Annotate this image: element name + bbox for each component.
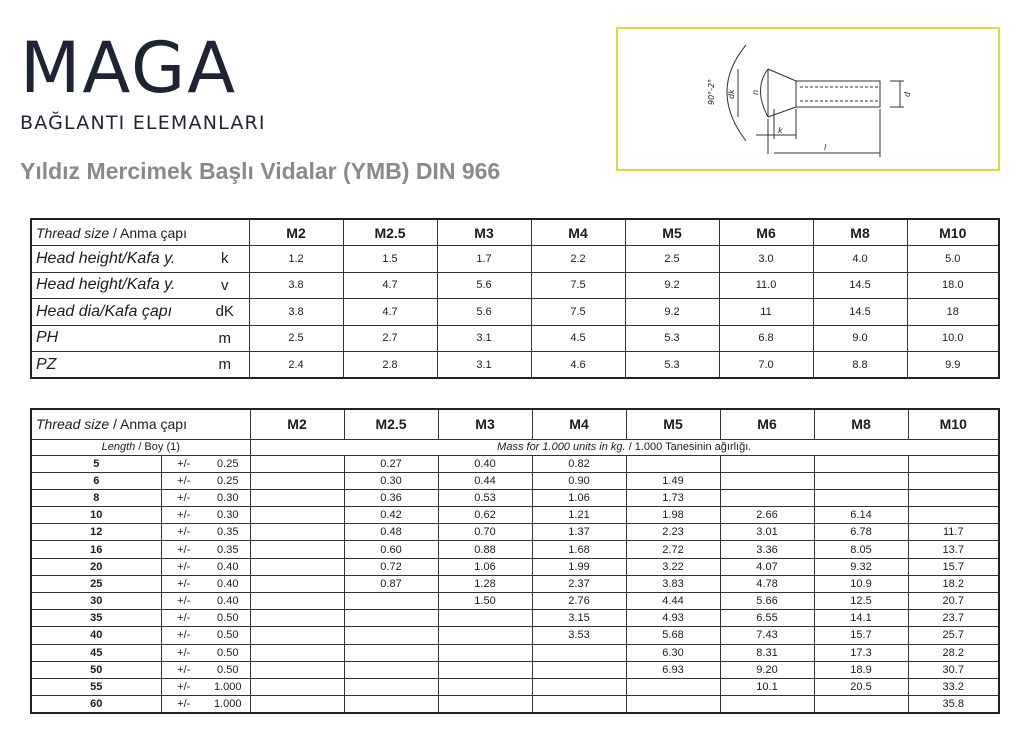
mass-value-cell: 13.7 — [908, 541, 999, 558]
specs-header-label — [31, 219, 249, 246]
tolerance-cell: 1.000 — [206, 678, 250, 695]
mass-value-cell — [250, 524, 344, 541]
specs-value-cell: 5.0 — [907, 246, 999, 273]
tolerance-cell: 0.30 — [206, 489, 250, 506]
length-cell: 8 — [31, 489, 161, 506]
specs-value-cell: 2.5 — [625, 246, 719, 273]
specs-value-cell: 4.0 — [813, 246, 907, 273]
mass-header-en: Thread size — [36, 416, 110, 433]
tolerance-sign-cell: +/- — [161, 489, 206, 506]
mass-value-cell: 3.53 — [532, 627, 626, 644]
mass-value-cell — [438, 696, 532, 713]
mass-size-cell: M3 — [438, 409, 532, 439]
mass-value-cell: 5.68 — [626, 627, 720, 644]
mass-row — [31, 627, 999, 644]
mass-value-cell: 1.06 — [532, 489, 626, 506]
tolerance-cell: 0.35 — [206, 541, 250, 558]
mass-value-cell — [720, 455, 814, 472]
specs-row-label-tr: /Kafa y. — [122, 249, 176, 267]
specs-row-label-tr: /Kafa çapı — [100, 302, 173, 320]
mass-value-cell: 25.7 — [908, 627, 999, 644]
tolerance-cell: 0.50 — [206, 610, 250, 627]
specs-row-label — [31, 272, 201, 299]
mass-value-cell: 18.2 — [908, 575, 999, 592]
length-cell: 10 — [31, 507, 161, 524]
diagram-n-label: n — [751, 89, 760, 95]
mass-value-cell: 33.2 — [908, 678, 999, 695]
specs-row — [31, 272, 999, 299]
tolerance-cell: 0.30 — [206, 507, 250, 524]
mass-value-cell — [344, 610, 438, 627]
mass-caption — [250, 439, 999, 455]
specs-value-cell: 9.2 — [625, 299, 719, 326]
specs-value-cell: 6.8 — [719, 325, 813, 352]
mass-value-cell: 10.1 — [720, 678, 814, 695]
mass-row — [31, 696, 999, 713]
tolerance-sign-cell: +/- — [161, 593, 206, 610]
specs-value-cell: 9.0 — [813, 325, 907, 352]
specs-value-cell: 5.6 — [437, 272, 531, 299]
specs-value-cell: 2.8 — [343, 352, 437, 379]
mass-value-cell — [438, 610, 532, 627]
specs-value-cell: 5.3 — [625, 352, 719, 379]
specs-row — [31, 299, 999, 326]
mass-header-label — [31, 409, 250, 439]
mass-caption-en: Mass for 1.000 units in kg. — [497, 441, 626, 453]
mass-row — [31, 575, 999, 592]
mass-value-cell — [250, 455, 344, 472]
specs-header-tr: / Anma çapı — [109, 224, 187, 241]
specs-value-cell: 3.8 — [249, 272, 343, 299]
brand-name: MAGA — [20, 27, 238, 109]
length-cell: 30 — [31, 593, 161, 610]
mass-value-cell: 2.76 — [532, 593, 626, 610]
mass-value-cell — [250, 627, 344, 644]
tolerance-cell: 0.50 — [206, 627, 250, 644]
mass-value-cell: 20.7 — [908, 593, 999, 610]
tolerance-sign-cell: +/- — [161, 455, 206, 472]
tolerance-cell: 0.50 — [206, 661, 250, 678]
mass-value-cell — [908, 507, 999, 524]
mass-value-cell: 5.66 — [720, 593, 814, 610]
mass-value-cell — [814, 489, 908, 506]
specs-value-cell: 7.5 — [531, 299, 625, 326]
mass-value-cell: 4.93 — [626, 610, 720, 627]
mass-value-cell — [250, 644, 344, 661]
tolerance-sign-cell: +/- — [161, 627, 206, 644]
specs-value-cell: 9.2 — [625, 272, 719, 299]
mass-table — [30, 408, 1000, 714]
tolerance-cell: 0.50 — [206, 644, 250, 661]
mass-value-cell — [438, 678, 532, 695]
mass-value-cell: 0.44 — [438, 472, 532, 489]
specs-header-en: Thread size — [36, 224, 110, 241]
specs-value-cell: 4.7 — [343, 299, 437, 326]
mass-size-cell: M2 — [250, 409, 344, 439]
mass-size-cell: M10 — [908, 409, 999, 439]
specs-row — [31, 325, 999, 352]
tolerance-cell: 0.40 — [206, 593, 250, 610]
specs-size-cell: M6 — [719, 219, 813, 246]
mass-value-cell — [908, 472, 999, 489]
mass-value-cell — [344, 644, 438, 661]
specs-row-symbol: k — [201, 246, 249, 273]
brand-logo — [20, 27, 266, 134]
mass-value-cell — [250, 472, 344, 489]
mass-value-cell: 2.66 — [720, 507, 814, 524]
page-title: Yıldız Mercimek Başlı Vidalar (YMB) DIN 966 — [20, 158, 501, 184]
tolerance-cell: 0.40 — [206, 575, 250, 592]
tolerance-cell: 0.25 — [206, 455, 250, 472]
length-cell: 16 — [31, 541, 161, 558]
specs-row-label — [31, 325, 201, 352]
tolerance-cell: 0.40 — [206, 558, 250, 575]
mass-value-cell — [250, 593, 344, 610]
specs-value-cell: 2.7 — [343, 325, 437, 352]
length-cell: 40 — [31, 627, 161, 644]
mass-value-cell — [250, 507, 344, 524]
specs-value-cell: 4.7 — [343, 272, 437, 299]
tolerance-sign-cell: +/- — [161, 541, 206, 558]
mass-value-cell — [532, 644, 626, 661]
mass-value-cell: 6.14 — [814, 507, 908, 524]
mass-value-cell: 0.40 — [438, 455, 532, 472]
mass-value-cell — [344, 696, 438, 713]
mass-value-cell: 1.68 — [532, 541, 626, 558]
mass-value-cell: 18.9 — [814, 661, 908, 678]
mass-value-cell: 0.62 — [438, 507, 532, 524]
mass-value-cell — [250, 661, 344, 678]
specs-value-cell: 5.6 — [437, 299, 531, 326]
mass-value-cell: 2.23 — [626, 524, 720, 541]
mass-value-cell — [250, 696, 344, 713]
mass-value-cell — [720, 696, 814, 713]
mass-value-cell: 0.36 — [344, 489, 438, 506]
mass-value-cell: 1.98 — [626, 507, 720, 524]
specs-value-cell: 3.1 — [437, 352, 531, 379]
specs-size-cell: M8 — [813, 219, 907, 246]
specs-value-cell: 2.4 — [249, 352, 343, 379]
mass-size-cell: M8 — [814, 409, 908, 439]
mass-value-cell: 6.93 — [626, 661, 720, 678]
specs-size-cell: M5 — [625, 219, 719, 246]
mass-value-cell — [344, 661, 438, 678]
specs-value-cell: 2.2 — [531, 246, 625, 273]
specs-size-cell: M2 — [249, 219, 343, 246]
diagram-k-label: k — [778, 126, 783, 135]
tolerance-sign-cell: +/- — [161, 472, 206, 489]
mass-value-cell: 1.73 — [626, 489, 720, 506]
specs-row-label-tr: /Kafa y. — [122, 276, 176, 294]
mass-value-cell: 3.22 — [626, 558, 720, 575]
specs-value-cell: 14.5 — [813, 299, 907, 326]
mass-value-cell — [438, 644, 532, 661]
specs-value-cell: 10.0 — [907, 325, 999, 352]
mass-value-cell: 23.7 — [908, 610, 999, 627]
mass-value-cell: 20.5 — [814, 678, 908, 695]
mass-value-cell — [250, 541, 344, 558]
mass-size-cell: M6 — [720, 409, 814, 439]
specs-value-cell: 5.3 — [625, 325, 719, 352]
mass-size-cell: M2.5 — [344, 409, 438, 439]
mass-value-cell — [438, 627, 532, 644]
mass-value-cell: 1.49 — [626, 472, 720, 489]
mass-value-cell — [908, 455, 999, 472]
mass-size-cell: M4 — [532, 409, 626, 439]
length-cell: 12 — [31, 524, 161, 541]
mass-row — [31, 661, 999, 678]
tolerance-sign-cell: +/- — [161, 644, 206, 661]
specs-size-cell: M2.5 — [343, 219, 437, 246]
specs-row-symbol: m — [201, 352, 249, 379]
mass-value-cell — [250, 558, 344, 575]
tolerance-cell: 0.35 — [206, 524, 250, 541]
mass-value-cell: 7.43 — [720, 627, 814, 644]
mass-value-cell — [626, 678, 720, 695]
specs-value-cell: 2.5 — [249, 325, 343, 352]
mass-value-cell: 2.72 — [626, 541, 720, 558]
mass-value-cell: 1.50 — [438, 593, 532, 610]
mass-value-cell: 0.90 — [532, 472, 626, 489]
specs-value-cell: 3.8 — [249, 299, 343, 326]
specs-header-row — [31, 219, 999, 246]
specs-row-symbol: v — [201, 272, 249, 299]
mass-value-cell: 17.3 — [814, 644, 908, 661]
specs-row-label-en: PZ — [36, 355, 57, 373]
mass-value-cell — [626, 696, 720, 713]
diagram-d-label: d — [903, 91, 912, 97]
mass-value-cell: 28.2 — [908, 644, 999, 661]
specs-value-cell: 7.0 — [719, 352, 813, 379]
mass-value-cell: 0.72 — [344, 558, 438, 575]
specs-row-label-en: PH — [36, 329, 59, 347]
specs-row-symbol: m — [201, 325, 249, 352]
length-cell: 35 — [31, 610, 161, 627]
length-cell: 6 — [31, 472, 161, 489]
tolerance-sign-cell: +/- — [161, 575, 206, 592]
tolerance-sign-cell: +/- — [161, 610, 206, 627]
mass-row — [31, 455, 999, 472]
tolerance-sign-cell: +/- — [161, 678, 206, 695]
diagram-dk-label: dk — [727, 89, 736, 99]
specs-value-cell: 3.0 — [719, 246, 813, 273]
mass-value-cell: 15.7 — [814, 627, 908, 644]
mass-caption-tr: / 1.000 Tanesinin ağırlığı. — [625, 441, 752, 453]
mass-value-cell — [532, 678, 626, 695]
mass-row — [31, 507, 999, 524]
mass-value-cell: 15.7 — [908, 558, 999, 575]
mass-value-cell — [626, 455, 720, 472]
mass-value-cell: 0.70 — [438, 524, 532, 541]
mass-value-cell — [344, 627, 438, 644]
mass-value-cell: 3.15 — [532, 610, 626, 627]
mass-row — [31, 678, 999, 695]
mass-value-cell: 30.7 — [908, 661, 999, 678]
mass-value-cell: 8.31 — [720, 644, 814, 661]
diagram-angle-label: 90°-2° — [707, 78, 716, 105]
mass-subheader-row — [31, 439, 999, 455]
mass-value-cell — [250, 678, 344, 695]
specs-value-cell: 9.9 — [907, 352, 999, 379]
specs-table — [30, 218, 1000, 379]
mass-value-cell: 3.36 — [720, 541, 814, 558]
mass-value-cell — [344, 593, 438, 610]
mass-value-cell: 35.8 — [908, 696, 999, 713]
mass-value-cell — [250, 489, 344, 506]
tolerance-sign-cell: +/- — [161, 696, 206, 713]
specs-value-cell: 1.7 — [437, 246, 531, 273]
screw-diagram — [616, 27, 1000, 171]
tolerance-sign-cell: +/- — [161, 661, 206, 678]
specs-row-label-en: Head height — [36, 276, 123, 294]
specs-value-cell: 18 — [907, 299, 999, 326]
specs-value-cell: 8.8 — [813, 352, 907, 379]
mass-value-cell — [814, 472, 908, 489]
mass-value-cell: 0.87 — [344, 575, 438, 592]
mass-value-cell: 6.55 — [720, 610, 814, 627]
mass-value-cell — [250, 575, 344, 592]
tolerance-sign-cell: +/- — [161, 507, 206, 524]
mass-value-cell — [908, 489, 999, 506]
specs-value-cell: 3.1 — [437, 325, 531, 352]
mass-value-cell — [344, 678, 438, 695]
screw-drawing — [618, 29, 998, 169]
mass-value-cell: 1.99 — [532, 558, 626, 575]
specs-value-cell: 4.6 — [531, 352, 625, 379]
specs-value-cell: 14.5 — [813, 272, 907, 299]
mass-value-cell: 3.83 — [626, 575, 720, 592]
specs-row-label — [31, 246, 201, 273]
mass-row — [31, 558, 999, 575]
length-label-en: Length — [101, 441, 136, 453]
length-cell: 45 — [31, 644, 161, 661]
mass-header-tr: / Anma çapı — [109, 416, 187, 433]
mass-value-cell: 2.37 — [532, 575, 626, 592]
mass-value-cell: 0.30 — [344, 472, 438, 489]
specs-size-cell: M3 — [437, 219, 531, 246]
specs-value-cell: 4.5 — [531, 325, 625, 352]
specs-body — [31, 246, 999, 379]
mass-value-cell: 10.9 — [814, 575, 908, 592]
specs-value-cell: 11 — [719, 299, 813, 326]
specs-size-cell: M10 — [907, 219, 999, 246]
mass-row — [31, 610, 999, 627]
length-cell: 20 — [31, 558, 161, 575]
length-label — [31, 439, 250, 455]
mass-body — [31, 455, 999, 713]
mass-value-cell: 4.44 — [626, 593, 720, 610]
specs-size-cell: M4 — [531, 219, 625, 246]
specs-value-cell: 7.5 — [531, 272, 625, 299]
mass-value-cell — [532, 661, 626, 678]
mass-value-cell: 9.20 — [720, 661, 814, 678]
specs-value-cell: 11.0 — [719, 272, 813, 299]
mass-value-cell: 1.28 — [438, 575, 532, 592]
mass-value-cell: 1.37 — [532, 524, 626, 541]
diagram-l-label: l — [824, 143, 827, 152]
mass-value-cell: 14.1 — [814, 610, 908, 627]
mass-size-cell: M5 — [626, 409, 720, 439]
length-cell: 25 — [31, 575, 161, 592]
mass-value-cell: 1.21 — [532, 507, 626, 524]
mass-value-cell: 11.7 — [908, 524, 999, 541]
specs-row-label — [31, 352, 201, 379]
specs-row-label-en: Head height — [36, 249, 123, 267]
mass-value-cell: 4.78 — [720, 575, 814, 592]
mass-value-cell: 8.05 — [814, 541, 908, 558]
mass-value-cell: 0.60 — [344, 541, 438, 558]
specs-value-cell: 1.2 — [249, 246, 343, 273]
tolerance-cell: 1.000 — [206, 696, 250, 713]
mass-value-cell: 4.07 — [720, 558, 814, 575]
tolerance-cell: 0.25 — [206, 472, 250, 489]
specs-row-label-en: Head dia — [36, 302, 101, 320]
tolerance-sign-cell: +/- — [161, 524, 206, 541]
mass-row — [31, 593, 999, 610]
length-cell: 5 — [31, 455, 161, 472]
mass-value-cell: 6.30 — [626, 644, 720, 661]
length-cell: 50 — [31, 661, 161, 678]
mass-header-row — [31, 409, 999, 439]
brand-subtitle: BAĞLANTI ELEMANLARI — [20, 112, 266, 134]
mass-value-cell — [250, 610, 344, 627]
mass-value-cell: 1.06 — [438, 558, 532, 575]
mass-value-cell — [438, 661, 532, 678]
mass-value-cell — [814, 696, 908, 713]
mass-value-cell: 0.48 — [344, 524, 438, 541]
specs-value-cell: 1.5 — [343, 246, 437, 273]
mass-row — [31, 489, 999, 506]
mass-value-cell — [532, 696, 626, 713]
mass-value-cell: 0.42 — [344, 507, 438, 524]
mass-row — [31, 644, 999, 661]
tolerance-sign-cell: +/- — [161, 558, 206, 575]
mass-value-cell: 0.82 — [532, 455, 626, 472]
mass-value-cell — [814, 455, 908, 472]
specs-row — [31, 246, 999, 273]
specs-row-symbol: dK — [201, 299, 249, 326]
specs-row — [31, 352, 999, 379]
mass-value-cell: 3.01 — [720, 524, 814, 541]
mass-row — [31, 524, 999, 541]
mass-value-cell — [720, 472, 814, 489]
length-cell: 60 — [31, 696, 161, 713]
mass-value-cell — [720, 489, 814, 506]
mass-value-cell: 0.88 — [438, 541, 532, 558]
mass-row — [31, 472, 999, 489]
mass-value-cell: 0.27 — [344, 455, 438, 472]
mass-value-cell: 9.32 — [814, 558, 908, 575]
mass-value-cell: 0.53 — [438, 489, 532, 506]
mass-value-cell: 12.5 — [814, 593, 908, 610]
length-label-tr: / Boy (1) — [135, 441, 180, 453]
mass-row — [31, 541, 999, 558]
specs-row-label — [31, 299, 201, 326]
mass-value-cell: 6.78 — [814, 524, 908, 541]
length-cell: 55 — [31, 678, 161, 695]
specs-value-cell: 18.0 — [907, 272, 999, 299]
